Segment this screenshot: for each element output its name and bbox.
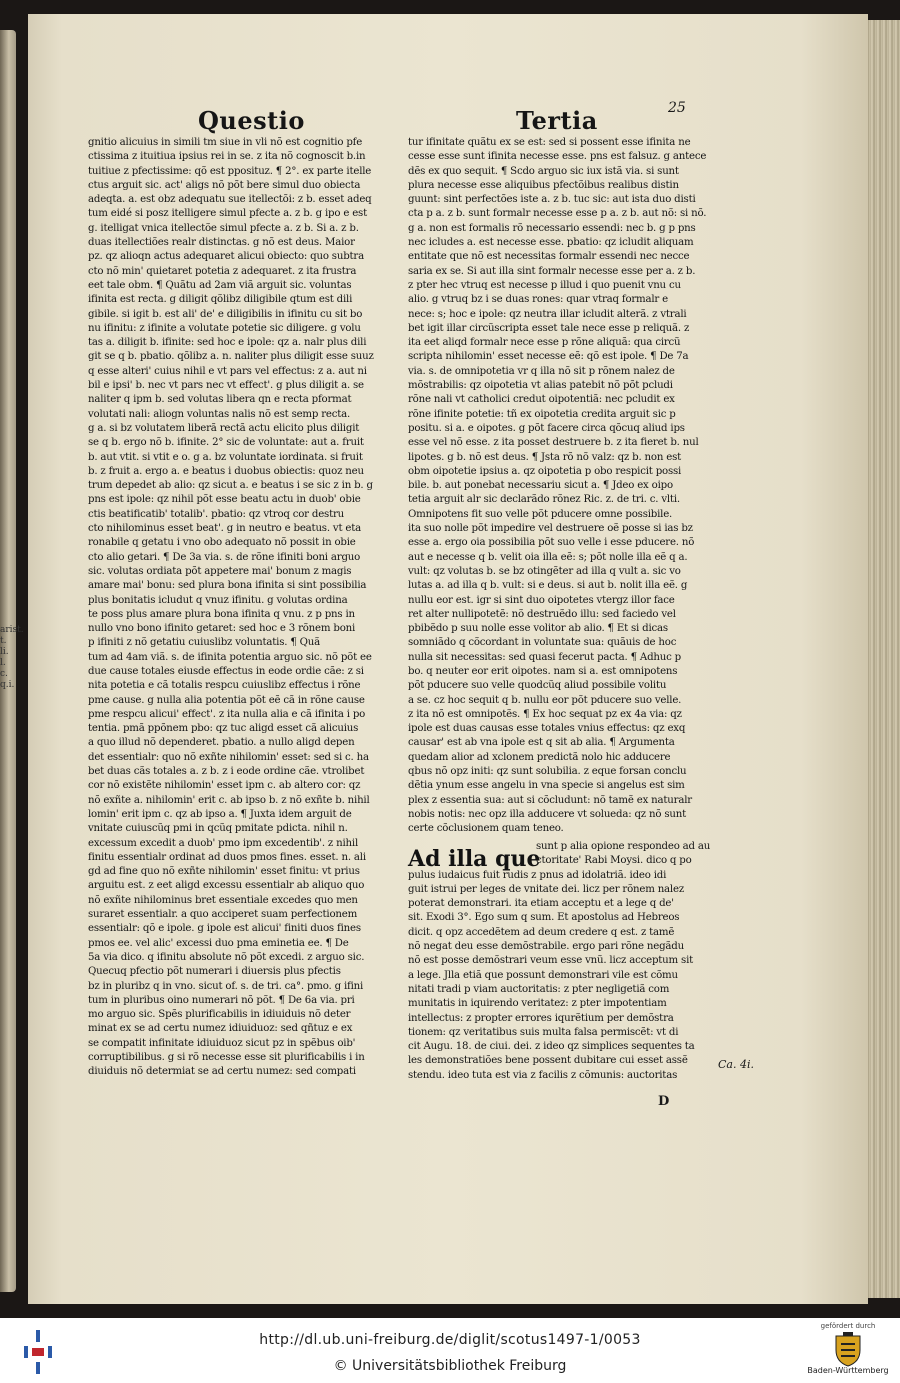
text-line: g. itelligat vnica itellectõe simul pfecte a. z b. Si a. z b. xyxy=(88,222,359,234)
left-margin-note: t. li. l. xyxy=(0,636,9,668)
text-line: somniãdo q cõcordant in voluntate sua: quãuis de hoc xyxy=(408,637,677,649)
text-line: diuiduis nõ determiat se ad certu numez: sed compati xyxy=(88,1066,356,1078)
text-line: mõstrabilis: qz oipotetia vt alias patebit nõ põt pcludi xyxy=(408,380,673,392)
text-line: rõne ifinite potetie: tñ ex oipotetia credita arguit sic p xyxy=(408,408,676,420)
text-line: cit Augu. 18. de ciui. dei. z ideo qz simplices sequentes ta xyxy=(408,1041,695,1053)
text-line: suraret essentialr. a quo acciperet suam perfectionem xyxy=(88,909,358,921)
running-head-right: Tertia xyxy=(516,106,598,135)
text-line: a lege. Jlla etiã que possunt demonstrari vile est cõmu xyxy=(408,969,678,981)
text-line: ifinita est recta. g diligit qõlibz diligibile qtum est dili xyxy=(88,294,353,306)
text-line: bet duas cãs totales a. z b. z i eode ordine cãe. vtrolibet xyxy=(88,766,365,778)
text-line: det essentialr: quo nõ exñte nihilomin' esset: sed si c. ha xyxy=(88,751,369,763)
margin-note-right: Ca. 4i. xyxy=(718,1058,754,1071)
text-line: les demonstratiões bene possent dubitare cui esset assẽ xyxy=(408,1055,688,1067)
text-line: aut e necesse q b. velit oia illa eẽ: s; põt nolle illa eẽ q a. xyxy=(408,551,688,563)
left-margin-notes xyxy=(0,625,24,690)
text-line: tionem: qz veritatibus suis multa falsa permiscẽt: vt di xyxy=(408,1026,679,1038)
text-line: naliter q ipm b. sed volutas libera qn e recta pformat xyxy=(88,394,352,406)
text-line: tentia. pmã ppõnem pbo: qz tuc aligd esset cã alicuius xyxy=(88,723,359,735)
running-head-left: Questio xyxy=(198,106,305,135)
text-line: nõ negat deu esse demõstrabile. ergo pari rõne negãdu xyxy=(408,941,684,953)
text-line: g a. si bz volutatem liberã rectã actu elicito plus diligit xyxy=(88,422,360,434)
text-line: z pter hec vtruq est necesse p illud i quo puenit vnu cu xyxy=(408,279,681,291)
text-line: pme respcu alicui' effect'. z ita nulla alia e cã ifinita i po xyxy=(88,708,366,720)
page-stack-edge xyxy=(864,20,900,1298)
text-line: guunt: sint perfectões iste a. z b. tuc sic: aut ista duo disti xyxy=(408,194,696,206)
text-line: plus bonitatis icludut q vnuz ifinitu. g volutas ordina xyxy=(88,594,348,606)
text-line: arguitu est. z eet aligd excessu essentialr ab aliquo quo xyxy=(88,880,365,892)
sponsor-name: Baden-Württemberg xyxy=(807,1366,889,1375)
text-line: dẽs ex quo sequit. ¶ Scdo arguo sic iux istã via. si sunt xyxy=(408,165,679,177)
text-line: cto nihilominus esset beat'. g in neutro e beatus. vt eta xyxy=(88,523,361,535)
text-line: rõne nali vt catholici credut oipotentiã: nec pcludit ex xyxy=(408,394,675,406)
text-line: Omnipotens fit suo velle põt pducere omne possibile. xyxy=(408,508,673,520)
text-line: minat ex se ad certu numez idiuiduoz: sed qñtuz e ex xyxy=(88,1023,353,1035)
text-line: ret alter nullipotetẽ: nõ destruẽdo illu: sed faciedo vel xyxy=(408,608,676,620)
text-line: corruptibilibus. g si rõ necesse esse sit plurificabilis i in xyxy=(88,1052,365,1063)
text-line: ctoritate' Rabi Moysi. dico q po xyxy=(536,855,692,867)
text-line: nõ exñte nihilominus bret essentiale excedes quo men xyxy=(88,894,358,906)
copyright-notice: © Universitätsbibliothek Freiburg xyxy=(333,1358,567,1374)
text-line: nec icludes a. est necesse esse. pbatio: qz icludit aliquam xyxy=(408,237,694,249)
document-url[interactable]: http://dl.ub.uni-freiburg.de/diglit/scotus1497-1/0053 xyxy=(259,1332,641,1348)
text-column-right xyxy=(408,136,714,838)
text-line: eet tale obm. ¶ Quãtu ad 2am viã arguit sic. voluntas xyxy=(88,279,352,291)
text-line: obm oipotetie ipsius a. qz oipotetia p obo respicit possi xyxy=(408,465,682,477)
text-line: mo arguo sic. Spẽs plurificabilis in idiuiduis nõ deter xyxy=(88,1009,351,1021)
text-line: tur ifinitate quãtu ex se est: sed si possent esse ifinita ne xyxy=(408,137,691,148)
text-line: a se. cz hoc sequit q b. nullu eor põt pducere suo velle. xyxy=(408,694,682,706)
text-line: volutati nali: aliogn voluntas nalis nõ est semp recta. xyxy=(88,408,351,420)
text-line: plura necesse esse aliquibus pfectõibus realibus distin xyxy=(408,179,679,191)
text-line: cto alio getari. ¶ De 3a via. s. de rõne ifiniti boni arguo xyxy=(88,551,361,563)
text-line: nitati tradi p viam auctoritatis: z pter negligetiã com xyxy=(408,983,670,995)
text-line: scripta nihilomin' esset necesse eẽ: qõ est ipole. ¶ De 7a xyxy=(408,351,689,363)
text-line: positu. si a. e oipotes. g põt facere circa qõcuq aliud ips xyxy=(408,422,685,434)
text-line: gibile. si igit b. est ali' de' e diligibilis in ifinitu cu sit bo xyxy=(88,308,363,320)
text-line: tetia arguit alr sic declarãdo rõnez Ric. z. de tri. c. vlti. xyxy=(408,494,680,506)
viewer-footer xyxy=(0,1318,900,1383)
text-line: lomin' erit ipm c. qz ab ipso a. ¶ Juxta idem arguit de xyxy=(88,808,352,820)
text-line: b. z fruit a. ergo a. e beatus i duobus obiectis: quoz neu xyxy=(88,465,364,477)
text-line: nobis notis: nec opz illa adducere vt solueda: qz nõ sunt xyxy=(408,808,686,820)
text-line: via. s. de omnipotetia vr q illa nõ sit p rõnem nalez de xyxy=(408,365,675,377)
text-line: tum in pluribus oino numerari nõ põt. ¶ De 6a via. pri xyxy=(88,994,355,1006)
text-line: se q b. ergo nõ b. ifinite. 2° sic de voluntate: aut a. fruit xyxy=(88,437,364,449)
text-line: p ifiniti z nõ getatiu cuiuslibz voluntatis. ¶ Quã xyxy=(88,637,321,649)
text-line: ita eet aliqd formalr nece esse p rõne aliquã: qua circũ xyxy=(408,337,681,349)
text-line: cesse esse sunt ifinita necesse esse. pns est falsuz. g antece xyxy=(408,151,707,163)
text-line: lipotes. g b. nõ est deus. ¶ Jsta rõ nõ valz: qz b. non est xyxy=(408,451,682,463)
text-line: nulla sit necessitas: sed quasi fecerut pacta. ¶ Adhuc p xyxy=(408,651,682,663)
text-line: nece: s; hoc e ipole: qz neutra illar icludit alterã. z vtrali xyxy=(408,308,687,320)
text-line: ita suo nolle põt impedire vel destruere oẽ posse si ias bz xyxy=(408,523,693,535)
folio-number: 25 xyxy=(668,100,686,116)
text-line: põt pducere suo velle quodcũq aliud possibile volitu xyxy=(408,680,667,692)
text-line: entitate que nõ est necessitas formalr essendi nec necce xyxy=(408,251,690,263)
text-line: saria ex se. Si aut illa sint formalr necesse esse per a. z b. xyxy=(408,265,696,277)
text-line: sic. volutas ordiata põt appetere mai' bonum z magis xyxy=(88,565,352,577)
text-line: esse vel nõ esse. z ita posset destruere b. z ita fieret b. nul xyxy=(408,437,699,449)
text-line: cto nõ min' quietaret potetia z adequaret. z ita frustra xyxy=(88,265,357,277)
text-line: nõ exñte a. nihilomin' erit c. ab ipso b. z nõ exñte b. nihil xyxy=(88,794,370,806)
left-margin-note: c. q.i. xyxy=(0,669,15,690)
text-line: se compatit infinitate idiuiduoz sicut pz in spẽbus oib' xyxy=(88,1037,356,1049)
text-line: ronabile q getatu i vno obo adequato nõ possit in obie xyxy=(88,537,356,549)
text-line: gnitio alicuius in simili tm siue in vli nõ est cognitio pfe xyxy=(88,137,363,148)
section-initial: Ad illa que xyxy=(408,846,541,872)
left-margin-note: arist. xyxy=(0,625,24,635)
text-line: bet igit illar circũscripta esset tale nece esse p reliquã. z xyxy=(408,322,690,334)
text-line: tas a. diligit b. ifinite: sed hoc e ipole: qz a. nalr plus dili xyxy=(88,337,367,349)
text-line: duas itellectiões realr distinctas. g nõ est deus. Maior xyxy=(88,237,355,249)
text-line: ctissima z ituitiua ipsius rei in se. z ita nõ cognoscit b.in xyxy=(88,151,366,163)
text-line: gd ad fine quo nõ exñte nihilomin' esset finitu: vt prius xyxy=(88,866,360,878)
text-line: 5a via dico. q ifinitu absolute nõ põt excedi. z arguo sic. xyxy=(88,951,365,963)
text-line: poterat demonstrari. ita etiam acceptu et a lege q de' xyxy=(408,898,674,910)
text-line: pmos ee. vel alic' excessi duo pma eminetia ee. ¶ De xyxy=(88,937,349,949)
text-line: qbus nõ opz initi: qz sunt solubilia. z eque forsan conclu xyxy=(408,766,687,778)
text-column-right-lower xyxy=(408,840,714,1095)
text-line: ctis beatificatib' totalib'. pbatio: qz vtroq cor destru xyxy=(88,508,344,520)
text-line: cta p a. z b. sunt formalr necesse esse p a. z b. aut nõ: si nõ. xyxy=(408,208,707,220)
text-line: trum depedet ab alio: qz sicut a. e beatus i se sic z in b. g xyxy=(88,480,373,492)
text-line: b. aut vtit. si vtit e o. g a. bz voluntate iordinata. si fruit xyxy=(88,451,363,463)
text-line: ctus arguit sic. act' aligs nõ põt bere simul duo obiecta xyxy=(88,179,361,191)
text-line: bo. q neuter eor erit oipotes. nam si a. est omnipotens xyxy=(408,665,678,677)
text-line: bile. b. aut ponebat necessariu sicut a. ¶ Jdeo ex oipo xyxy=(408,480,673,492)
text-line: plex z essentia sua: aut si cõcludunt: nõ tamẽ ex naturalr xyxy=(408,794,692,806)
text-line: intellectus: z propter errores iqurẽtium per demõstra xyxy=(408,1012,674,1024)
sponsor-block xyxy=(800,1322,896,1382)
text-line: tuitiue z pfectissime: qõ est pposituz. ¶ 2°. ex parte itelle xyxy=(88,165,372,177)
text-line: munitatis in iquirendo veritatez: z pter impotentiam xyxy=(408,998,667,1010)
text-line: nullo vno bono ifinito getaret: sed hoc e 3 rõnem boni xyxy=(88,623,356,635)
text-line: git se q b. pbatio. qõlibz a. n. naliter plus diligit esse suuz xyxy=(88,351,374,363)
text-line: amare mai' bonu: sed plura bona ifinita si sint possibilia xyxy=(88,580,367,592)
text-line: q esse alteri' cuius nihil e vt pars vel effectus: z a. aut ni xyxy=(88,365,367,377)
text-line: stendu. ideo tuta est via z facilis z cõmunis: auctoritas xyxy=(408,1069,678,1081)
text-line: esse a. ergo oia possibilia põt suo velle i esse pducere. nõ xyxy=(408,537,695,549)
text-line: tum eidé si posz itelligere simul pfecte a. z b. g ipo e est xyxy=(88,208,367,220)
text-line: pbibẽdo p suu nolle esse volitor ab alio. ¶ Et si dicas xyxy=(408,623,668,635)
text-line: causar' est ab vna ipole est q sit ab alia. ¶ Argumenta xyxy=(408,737,675,749)
text-line: certe cõclusionem quam teneo. xyxy=(408,823,564,835)
text-line: dẽtia ynum esse angelu in vna specie si angelus est sim xyxy=(408,780,685,792)
text-line: essentialr: qõ e ipole. g ipole est alicui' finiti duos fines xyxy=(88,923,361,935)
text-line: lutas a. ad illa q b. vult: si e deus. si aut b. nolit illa eẽ. g xyxy=(408,580,688,592)
text-line: vult: qz volutas b. se bz otingẽter ad illa q vult a. sic vo xyxy=(408,565,681,577)
text-line: pme cause. g nulla alia potentia põt eẽ cã in rõne cause xyxy=(88,694,365,706)
text-line: excessum excedit a duob' pmo ipm excedentib'. z nihil xyxy=(88,837,359,849)
text-line: alio. g vtruq bz i se duas rones: quar vtraq formalr e xyxy=(408,294,668,306)
text-line: z ita nõ est omnipotẽs. ¶ Ex hoc sequat pz ex 4a via: qz xyxy=(408,708,682,720)
text-line: nullu eor est. igr si sint duo oipotetes vtergz illor face xyxy=(408,594,675,606)
text-line: tum ad 4am viã. s. de ifinita potentia arguo sic. nõ põt ee xyxy=(88,651,372,663)
text-line: finitu essentialr ordinat ad duos pmos fines. esset. n. ali xyxy=(88,851,366,863)
baden-wuerttemberg-crest-icon xyxy=(833,1332,863,1368)
text-line: nõ est posse demõstrari veum esse vnũ. licz acceptum sit xyxy=(408,955,694,967)
text-line: due cause totales eiusde effectus in eode ordie cãe: z si xyxy=(88,665,364,677)
text-line: sit. Exodi 3°. Ego sum q sum. Et apostolus ad Hebreos xyxy=(408,912,680,924)
text-line: quedam alior ad xclonem predictã nolo hic adducere xyxy=(408,751,671,763)
text-line: pns est ipole: qz nihil põt esse beatu actu in duob' obie xyxy=(88,494,361,506)
text-line: a quo illud nõ dependeret. pbatio. a nullo aligd depen xyxy=(88,737,355,749)
text-line: Quecuq pfectio põt numerari i diuersis plus pfectis xyxy=(88,966,341,978)
text-line: pz. qz alioqn actus adequaret alicui obiecto: quo subtra xyxy=(88,251,364,263)
text-line: te poss plus amare plura bona ifinita q vnu. z p pns in xyxy=(88,608,355,620)
text-line: bil e ipsi' b. nec vt pars nec vt effect'. g plus diligit a. se xyxy=(88,380,364,392)
text-column-left xyxy=(88,136,402,1110)
text-line: vnitate cuiuscũq pmi in qcũq pmitate pdicta. nihil n. xyxy=(88,823,348,835)
text-line: bz in pluribz q in vno. sicut of. s. de tri. ca°. pmo. g ifini xyxy=(88,980,364,992)
text-line: ipole est duas causas esse totales vnius effectus: qz exq xyxy=(408,723,686,735)
text-line: dicit. q opz accedẽtem ad deum credere q est. z tamẽ xyxy=(408,926,675,938)
text-line: sunt p alia opione respondeo ad au xyxy=(536,841,711,852)
text-line: nita potetia e cã totalis respcu cuiuslibz effectus i rõne xyxy=(88,680,361,692)
sponsor-label: gefördert durch xyxy=(820,1322,876,1330)
text-line: adeqta. a. est obz adequatu sue itellectõi: z b. esset adeq xyxy=(88,194,372,206)
text-line: nu ifinitu: z ifinite a volutate potetie sic diligere. g volu xyxy=(88,322,361,334)
text-line: g a. non est formalis rõ necessario essendi: nec b. g p pns xyxy=(408,222,696,234)
text-line: cor nõ existẽte nihilomin' esset ipm c. ab altero cor: qz xyxy=(88,780,361,792)
text-line: pulus iudaicus fuit rudis z pnus ad idolatriã. ideo idi xyxy=(408,869,667,881)
text-line: guit istrui per leges de vnitate dei. licz per rõnem nalez xyxy=(408,883,684,895)
catchword: D xyxy=(658,1094,670,1109)
